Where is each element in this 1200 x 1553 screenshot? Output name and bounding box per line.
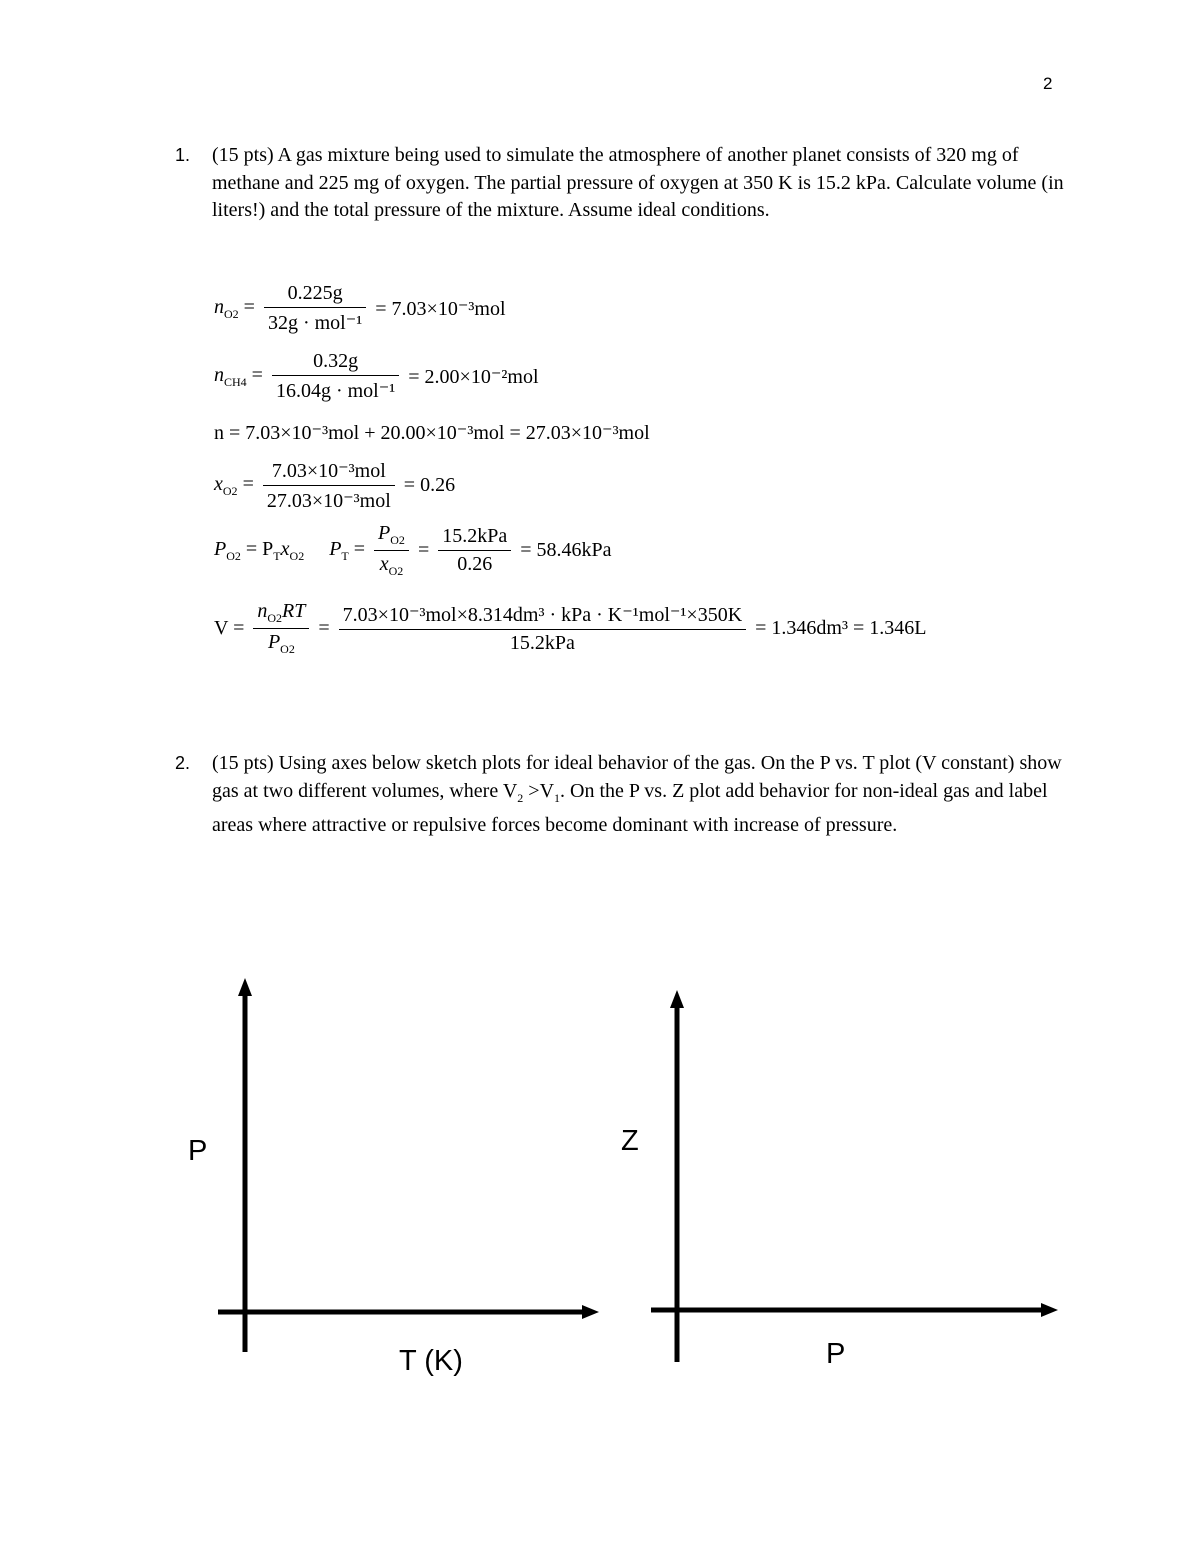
plot1-y-label: P: [188, 1135, 208, 1167]
eq5-pt-sub: T: [341, 548, 349, 563]
plot1-y-arrow: [238, 978, 252, 996]
equation-n-total: n = 7.03×10⁻³mol + 20.00×10⁻³mol = 27.03×10⁻³mol: [214, 422, 650, 444]
eq2-var: n: [214, 363, 224, 386]
eq2-denominator: 16.04g · mol⁻¹: [272, 375, 399, 403]
p2-sub-a: 2: [517, 790, 524, 805]
plot1-x-arrow: [582, 1305, 599, 1319]
problem-1-text: (15 pts) A gas mixture being used to simulate the atmosphere of another planet consists of 320 mg of methane and 225 mg of oxygen. The partial pressure of oxygen at 350 K is 15.2 kPa. Calculate volume (in liters!) and the total pressure of the mixture. Assume ideal conditions.: [212, 144, 1064, 221]
eq4-numerator: 7.03×10⁻³mol: [271, 460, 386, 482]
equation-p-total: $P_{O2} = P_Tx_{O2}$ $P_T$ = $\frac{P_{O2}}{x_{O2}}$ = $\frac{\text{15.2kPa}}{0.26}$ = 58.46kPa: [214, 522, 612, 578]
plot1-axes: [218, 978, 599, 1352]
eq6-f1-den: P: [267, 631, 281, 653]
plot2-axes: [651, 990, 1058, 1362]
eq5-mid-sub: T: [273, 548, 281, 563]
eq6-f2-den: 15.2kPa: [339, 629, 746, 655]
eq4-sub: O2: [222, 483, 238, 498]
page-number: 2: [1043, 74, 1053, 93]
plot1-x-label: T (K): [399, 1345, 463, 1377]
eq5-left: P: [214, 537, 227, 560]
equation-n-o2: $n_{O2}$ = $\frac{0.225g}{\text{32g · mol⁻¹}}$ = 7.03×10⁻³mol: [214, 282, 506, 334]
eq1-numerator: 0.225g: [287, 282, 343, 304]
eq4-var: x: [214, 472, 223, 495]
p2-text-a: (15 pts) Using axes below sketch plots for ideal behavior of the gas. On the P vs. T plot (V constant) show gas at two different volumes, where V: [212, 752, 1062, 802]
problem-1-number: 1.: [175, 145, 191, 165]
eq1-denominator: 32g · mol⁻¹: [264, 307, 366, 335]
eq5-result: = 58.46kPa: [520, 539, 612, 561]
eq5-f1-den: x: [379, 553, 389, 575]
eq5-mid2-sub: O2: [289, 548, 305, 563]
p2-sub-b: 1: [554, 790, 561, 805]
equation-n-ch4: $n_{CH4}$ = $\frac{0.32g}{\text{16.04g · mol⁻¹}}$ = 2.00×10⁻²mol: [214, 350, 539, 402]
eq6-result: = 1.346dm³ = 1.346L: [755, 617, 927, 639]
eq2-numerator: 0.32g: [313, 350, 359, 372]
p2-text-c: . On the P vs. Z plot add behavior for non-ideal gas and label areas where attractive or repulsive forces become dominant with increase of pressure.: [212, 779, 1048, 836]
equation-volume: V = $\frac{n_{O2}RT}{P_{O2}}$ = $\frac{\text{7.03×10⁻³mol×8.314dm³ · kPa · K⁻¹mol⁻¹×350K}}{\text{15.2kPa}}$ = 1.346dm³ = 1.346L: [214, 600, 927, 656]
eq6-f1-num-tail: RT: [282, 600, 306, 622]
eq5-f1-den-sub: O2: [388, 564, 404, 578]
plot2-x-label: P: [826, 1338, 846, 1370]
eq4-result: = 0.26: [403, 474, 456, 496]
eq5-f2-num: 15.2kPa: [442, 525, 508, 547]
eq5-mid2: x: [280, 537, 290, 560]
eq2-sub: CH4: [224, 374, 247, 389]
eq5-pt: P: [329, 537, 342, 560]
eq5-f1-num-sub: O2: [390, 533, 405, 547]
eq6-f1-den-sub: O2: [280, 642, 295, 656]
eq5-f1-num: P: [378, 522, 391, 544]
plot2-y-arrow: [670, 990, 684, 1008]
eq5-mid: = P: [245, 537, 274, 560]
eq6-f1-num-sub: O2: [267, 611, 283, 625]
eq5-f2-den: 0.26: [438, 550, 511, 576]
plot2-x-arrow: [1041, 1303, 1058, 1317]
eq6-f1-num: n: [257, 600, 268, 622]
eq1-sub: O2: [224, 306, 239, 321]
eq6-f2-num: 7.03×10⁻³mol×8.314dm³ · kPa · K⁻¹mol⁻¹×350K: [342, 604, 743, 626]
eq2-result: = 2.00×10⁻²mol: [408, 366, 539, 388]
eq5-left-sub: O2: [226, 548, 241, 563]
problem-2-number: 2.: [175, 753, 191, 773]
eq1-var: n: [214, 295, 224, 318]
plot2-y-label: Z: [621, 1125, 639, 1157]
eq6-lhs: V =: [214, 617, 245, 639]
eq1-result: = 7.03×10⁻³mol: [375, 298, 506, 320]
eq4-denominator: 27.03×10⁻³mol: [263, 485, 395, 513]
p2-text-b: >V: [523, 779, 555, 802]
equation-x-o2: $x_{O2}$ = $\frac{\text{7.03×10⁻³mol}}{\text{27.03×10⁻³mol}}$ = 0.26: [214, 460, 456, 512]
